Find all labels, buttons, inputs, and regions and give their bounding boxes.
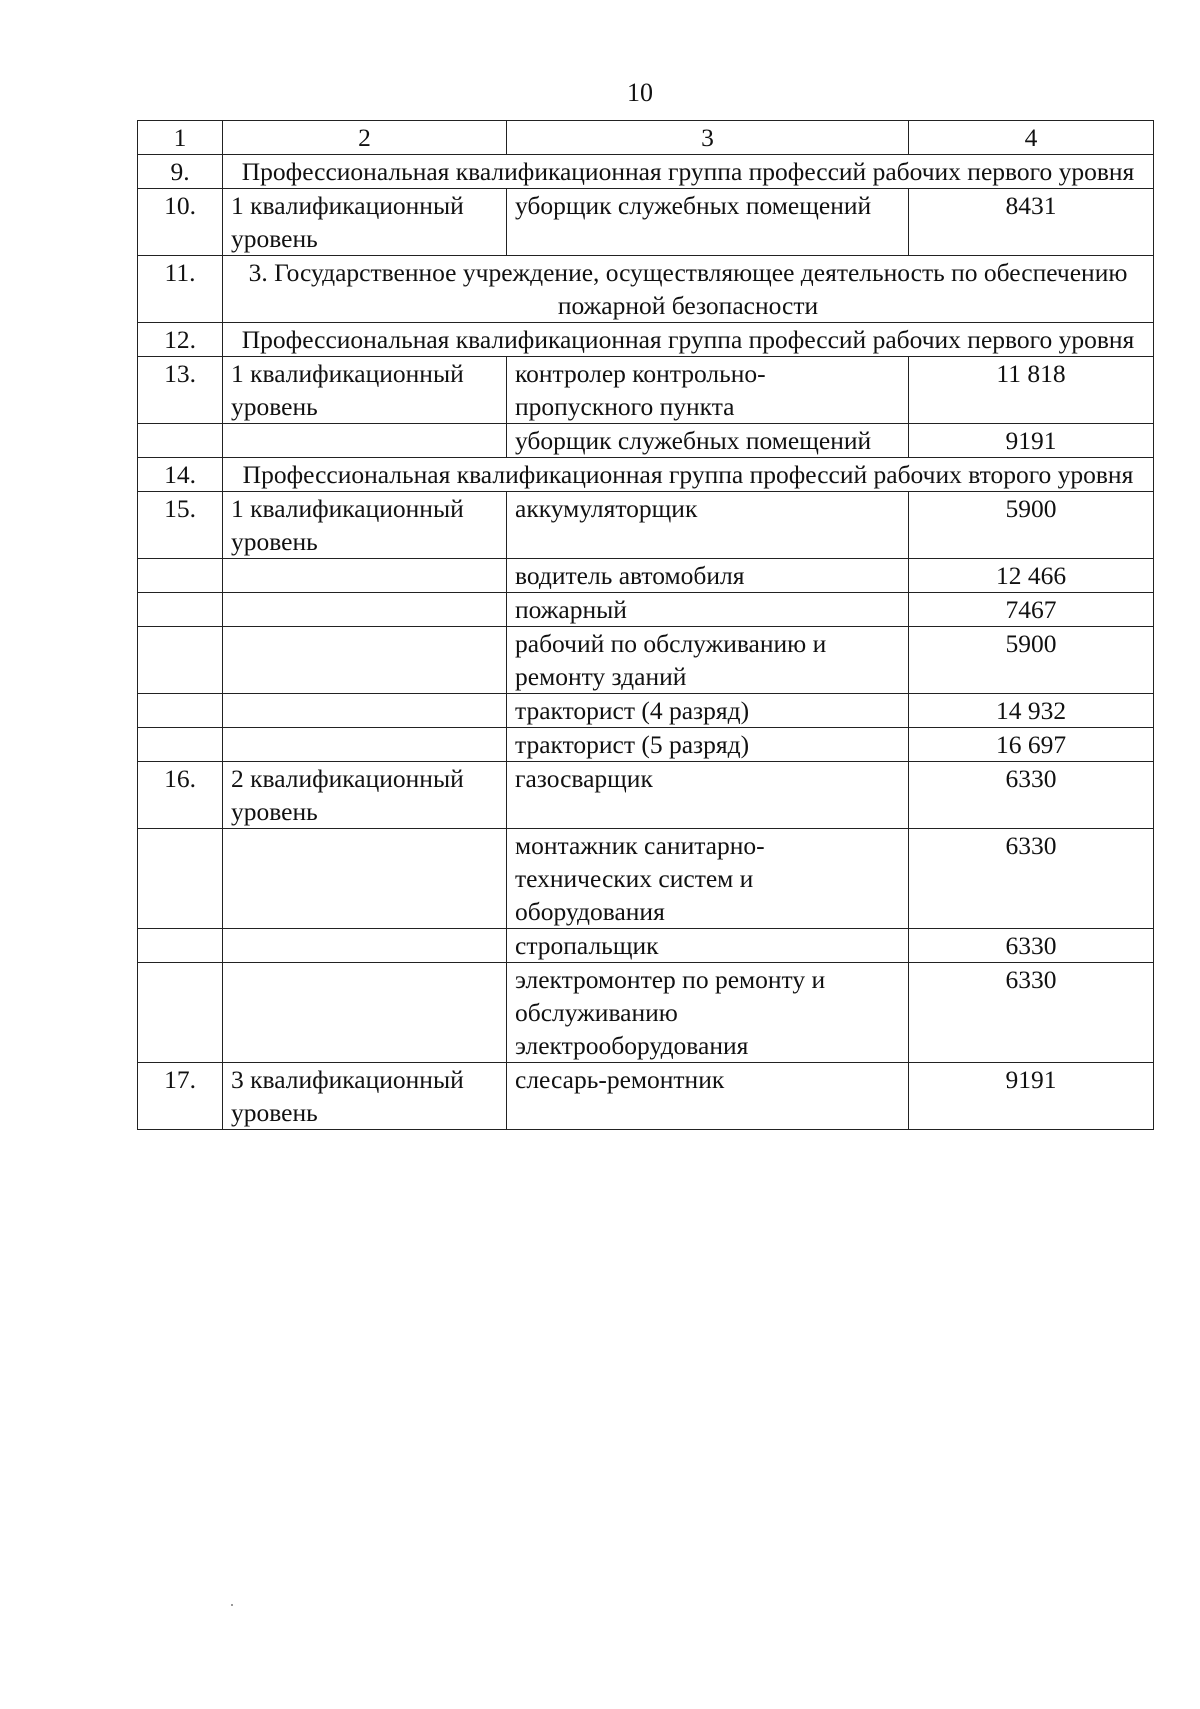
scan-speck: [231, 1604, 233, 1606]
table-row: [138, 155, 1154, 189]
salary-value: 6330: [909, 762, 1154, 829]
profession-cell: стропальщик: [507, 929, 909, 963]
table-row: [138, 458, 1154, 492]
salary-value: 16 697: [909, 728, 1154, 762]
salary-value: 9191: [909, 424, 1154, 458]
qualification-level: 3 квалификационный уровень: [223, 1063, 507, 1130]
salary-value: 7467: [909, 593, 1154, 627]
table-row: [138, 492, 1154, 559]
table-row: [138, 694, 1154, 728]
header-cell: 2: [223, 121, 507, 155]
table-row: [138, 762, 1154, 829]
profession-cell: тракторист (5 разряд): [507, 728, 909, 762]
table-row: [138, 424, 1154, 458]
profession-cell: монтажник санитарно-технических систем и оборудования: [507, 829, 909, 929]
salary-value: 8431: [909, 189, 1154, 256]
row-number: 15.: [138, 492, 223, 559]
table-row: [138, 829, 1154, 929]
profession-cell: уборщик служебных помещений: [507, 424, 909, 458]
profession-cell: пожарный: [507, 593, 909, 627]
salary-value: 14 932: [909, 694, 1154, 728]
salary-value: 5900: [909, 627, 1154, 694]
header-cell: 3: [507, 121, 909, 155]
group-heading: Профессиональная квалификационная группа профессий рабочих первого уровня: [223, 155, 1154, 189]
qualification-level: 1 квалификационный уровень: [223, 189, 507, 256]
header-cell: 1: [138, 121, 223, 155]
qualification-level: 1 квалификационный уровень: [223, 492, 507, 559]
salary-value: 6330: [909, 829, 1154, 929]
profession-cell: тракторист (4 разряд): [507, 694, 909, 728]
table-row: [138, 256, 1154, 323]
row-number: 16.: [138, 762, 223, 829]
salary-value: 12 466: [909, 559, 1154, 593]
profession-cell: электромонтер по ремонту и обслуживанию электрооборудования: [507, 963, 909, 1063]
table-row: [138, 1063, 1154, 1130]
row-number: 13.: [138, 357, 223, 424]
salary-value: 6330: [909, 963, 1154, 1063]
salary-value: 5900: [909, 492, 1154, 559]
table-row: [138, 357, 1154, 424]
salary-value: 11 818: [909, 357, 1154, 424]
qualification-level: 2 квалификационный уровень: [223, 762, 507, 829]
table-row: [138, 627, 1154, 694]
header-cell: 4: [909, 121, 1154, 155]
profession-cell: контролер контрольно-пропускного пункта: [507, 357, 909, 424]
page-number: 10: [627, 78, 653, 107]
salary-table: [137, 120, 1154, 1130]
row-number: 9.: [138, 155, 223, 189]
profession-cell: уборщик служебных помещений: [507, 189, 909, 256]
table-header-row: [138, 121, 1154, 155]
table-row: [138, 559, 1154, 593]
row-number: 14.: [138, 458, 223, 492]
institution-heading: 3. Государственное учреждение, осуществляющее деятельность по обеспечению пожарной безопасности: [223, 256, 1154, 323]
profession-cell: рабочий по обслуживанию и ремонту зданий: [507, 627, 909, 694]
table-row: [138, 929, 1154, 963]
salary-value: 9191: [909, 1063, 1154, 1130]
row-number: 11.: [138, 256, 223, 323]
row-number: 10.: [138, 189, 223, 256]
group-heading: Профессиональная квалификационная группа профессий рабочих второго уровня: [223, 458, 1154, 492]
group-heading: Профессиональная квалификационная группа профессий рабочих первого уровня: [223, 323, 1154, 357]
table-row: [138, 963, 1154, 1063]
salary-value: 6330: [909, 929, 1154, 963]
profession-cell: водитель автомобиля: [507, 559, 909, 593]
profession-cell: аккумуляторщик: [507, 492, 909, 559]
qualification-level: 1 квалификационный уровень: [223, 357, 507, 424]
row-number: 17.: [138, 1063, 223, 1130]
profession-cell: газосварщик: [507, 762, 909, 829]
table-row: [138, 323, 1154, 357]
table-row: [138, 189, 1154, 256]
table-row: [138, 593, 1154, 627]
table-row: [138, 728, 1154, 762]
row-number: 12.: [138, 323, 223, 357]
profession-cell: слесарь-ремонтник: [507, 1063, 909, 1130]
